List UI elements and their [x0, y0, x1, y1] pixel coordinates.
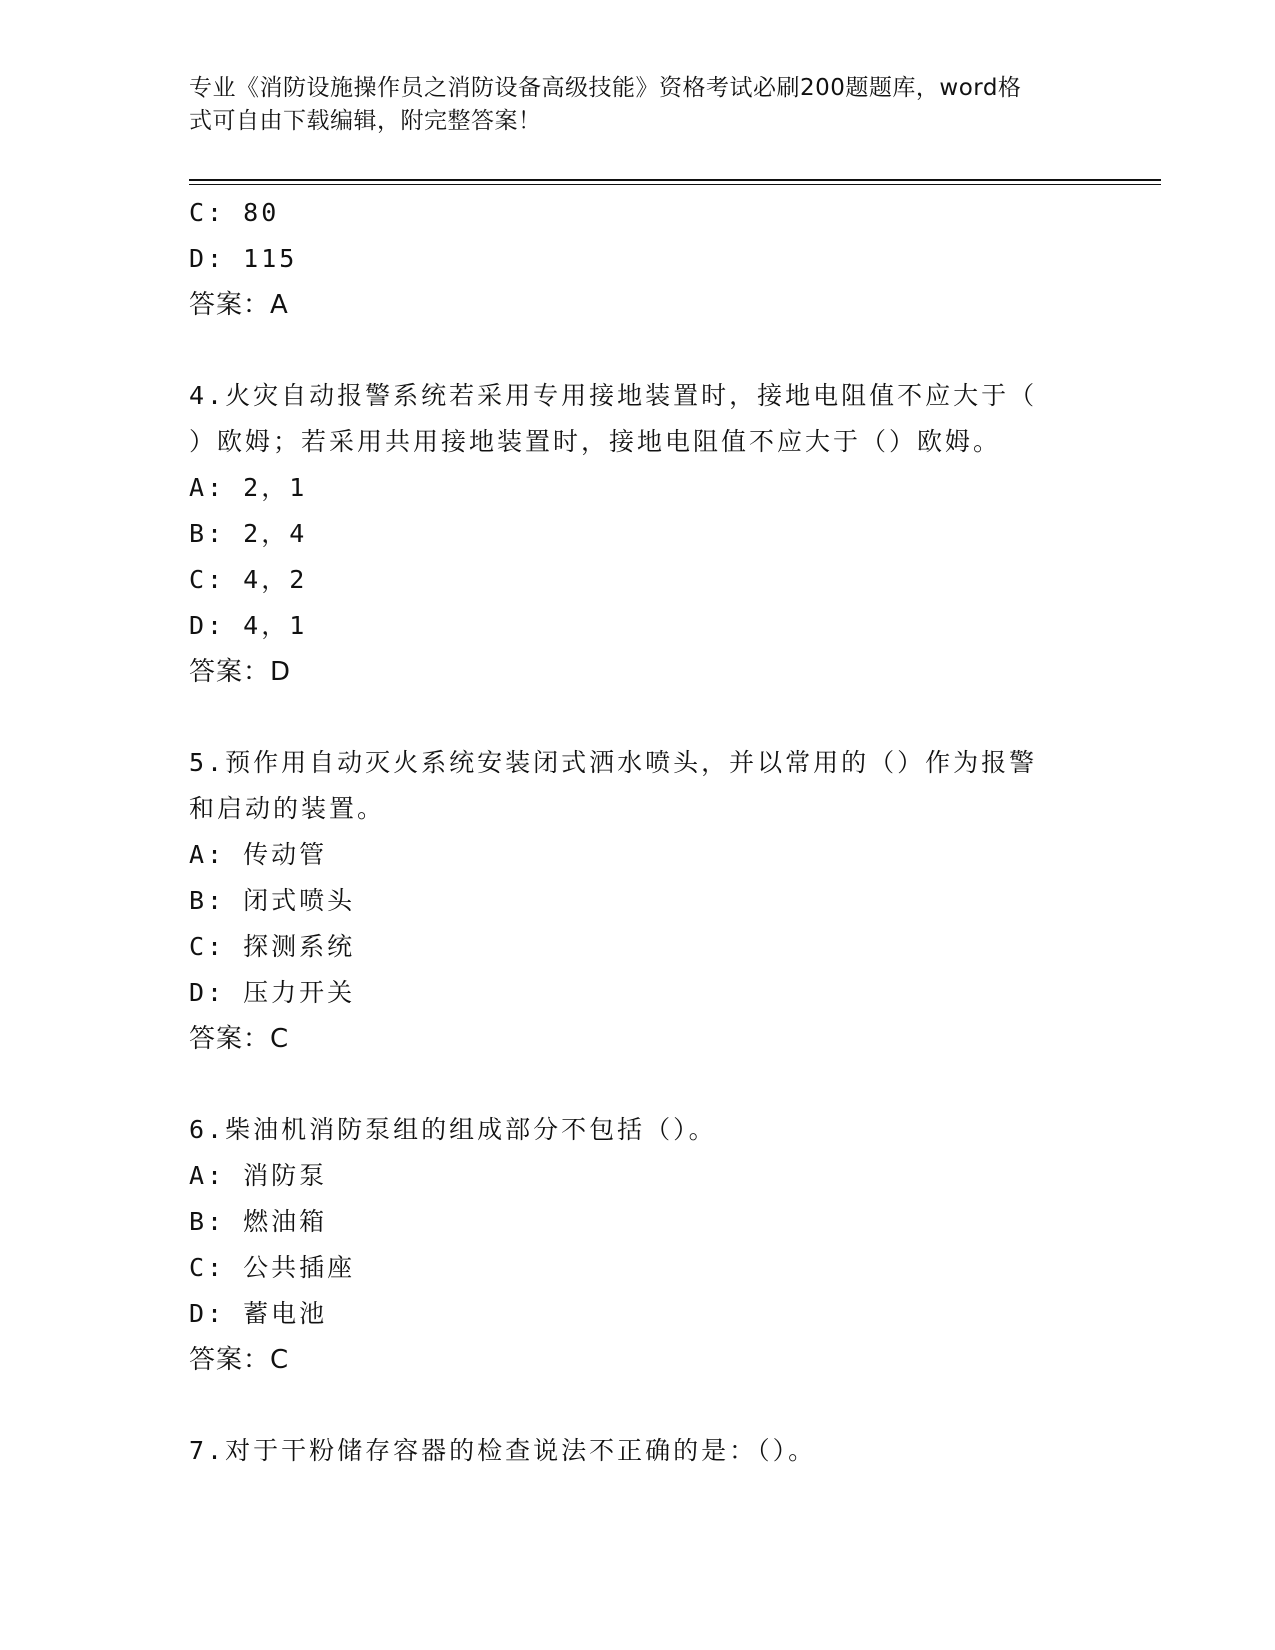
- question-stem-line: 和启动的装置。: [189, 794, 386, 823]
- option-a: A: 传动管: [189, 840, 328, 869]
- option-a: A: 消防泵: [189, 1161, 328, 1190]
- question-3-remainder: [189, 190, 1089, 328]
- option-b: B: 闭式喷头: [189, 886, 356, 915]
- question-4: [189, 373, 1089, 695]
- answer-line: 答案：C: [189, 1345, 290, 1375]
- question-stem-line: 4.火灾自动报警系统若采用专用接地装置时，接地电阻值不应大于（: [189, 381, 1038, 410]
- question-5: [189, 740, 1089, 1062]
- option-d: D: 4，1: [189, 611, 308, 640]
- option-b: B: 2，4: [189, 519, 308, 548]
- header-title-line-2: 式可自由下载编辑，附完整答案！: [189, 108, 542, 134]
- option-b: B: 燃油箱: [189, 1207, 328, 1236]
- question-6: [189, 1107, 1089, 1383]
- question-stem-line: ）欧姆；若采用共用接地装置时，接地电阻值不应大于（）欧姆。: [189, 427, 1002, 456]
- header-divider-thin: [189, 184, 1161, 185]
- option-d: D: 蓄电池: [189, 1299, 328, 1328]
- question-stem-line: 7.对于干粉储存容器的检查说法不正确的是：（）。: [189, 1436, 817, 1465]
- option-d: D: 115: [189, 244, 298, 273]
- answer-line: 答案：D: [189, 657, 292, 687]
- document-header: [189, 72, 1089, 138]
- option-a: A: 2，1: [189, 473, 308, 502]
- option-c: C: 探测系统: [189, 932, 356, 961]
- header-divider-thick: [189, 179, 1161, 181]
- header-title-line-1: 专业《消防设施操作员之消防设备高级技能》资格考试必刷200题题库，word格: [189, 75, 1022, 101]
- option-d: D: 压力开关: [189, 978, 356, 1007]
- question-7: [189, 1428, 1089, 1474]
- answer-line: 答案：A: [189, 290, 289, 320]
- question-stem-line: 6.柴油机消防泵组的组成部分不包括（）。: [189, 1115, 717, 1144]
- question-stem-line: 5.预作用自动灭火系统安装闭式洒水喷头，并以常用的（）作为报警: [189, 748, 1038, 777]
- option-c: C: 4，2: [189, 565, 308, 594]
- option-c: C: 公共插座: [189, 1253, 356, 1282]
- question-list: [189, 190, 1089, 1474]
- answer-line: 答案：C: [189, 1024, 290, 1054]
- option-c: C: 80: [189, 198, 280, 227]
